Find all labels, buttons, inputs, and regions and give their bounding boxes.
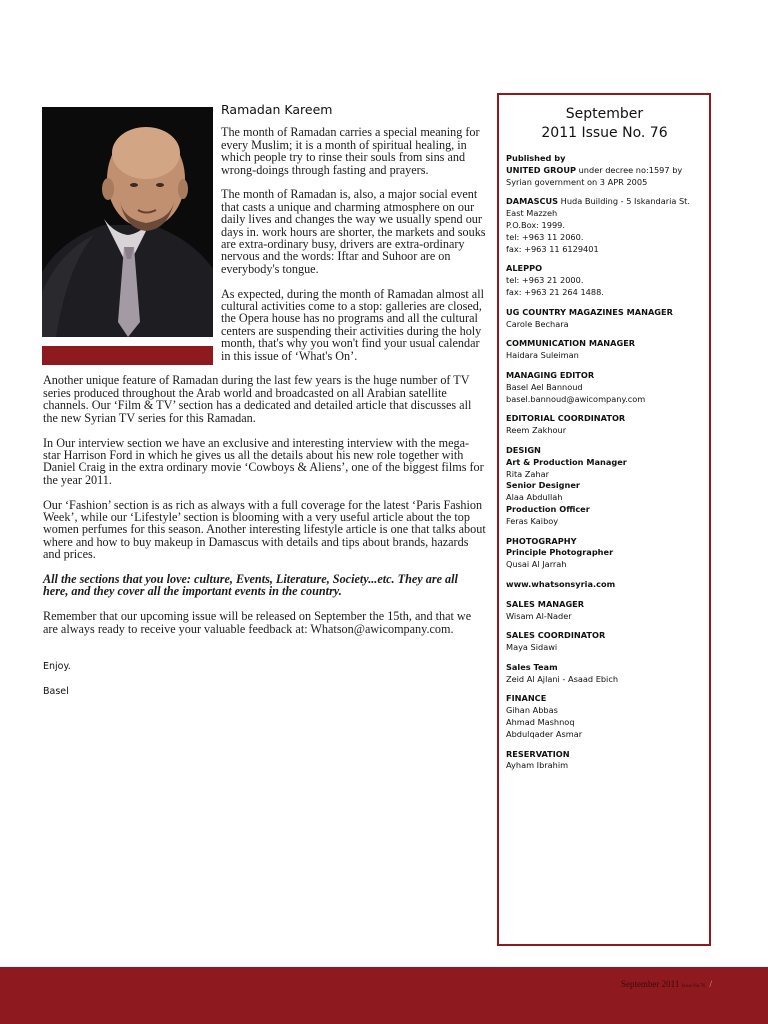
website-block (506, 579, 703, 591)
editorial-article (43, 104, 486, 711)
senior-designer-label: Senior Designer (506, 480, 580, 491)
design-block (506, 445, 703, 528)
role-label: EDITORIAL COORDINATOR (506, 413, 626, 424)
photo-float-spacer (43, 104, 221, 369)
publisher-line (506, 165, 703, 177)
damascus-line: East Mazzeh (506, 208, 558, 219)
article-paragraph: The month of Ramadan carries a special meaning for every Muslim; it is a month of spiritual healing, in which people try to rinse their souls from sins and wrong-doings through fasting and prayers. (221, 125, 480, 177)
article-title: Ramadan Kareem (221, 102, 333, 117)
role-block (506, 413, 703, 437)
article-closing: Remember that our upcoming issue will be released on September the 15th, and that we are always ready to receive your valuable feedback at: Whatson@awicompany.com. (43, 609, 472, 636)
production-officer-name: Feras Kaiboy (506, 515, 559, 526)
reservation-name: Ayham Ibrahim (506, 760, 569, 771)
damascus-block (506, 196, 703, 255)
issue-number: 2011 Issue No. 76 (541, 125, 668, 141)
footer-month: September 2011 (620, 979, 680, 989)
sales-manager-name: Wisam Al-Nader (506, 610, 572, 621)
damascus-line: P.O.Box: 1999. (506, 219, 565, 230)
photography-label: PHOTOGRAPHY (506, 535, 577, 546)
damascus-line: fax: +963 11 6129401 (506, 243, 599, 254)
role-label: COMMUNICATION MANAGER (506, 338, 636, 349)
reservation-label: RESERVATION (506, 748, 570, 759)
article-paragraph: Our ‘Fashion’ section is as rich as always with a full coverage for the latest ‘Paris Fashion Week’, while our ‘Lifestyle’ section is blooming with a very useful article about the top women perfumes for this season. Another interesting lifestyle article is one that talks about where and how to buy makeup in Damascus with details and tips about brands, hazards and prices. (43, 497, 486, 562)
footer-issue-info (621, 979, 712, 989)
art-manager-label: Art & Production Manager (506, 456, 627, 467)
principle-photographer-label: Principle Photographer (506, 547, 614, 558)
role-name: Basel Ael Bannoud (506, 381, 583, 392)
footer-page-slash: / (709, 979, 712, 989)
issue-title (506, 105, 703, 143)
masthead-box (497, 93, 711, 946)
issue-month: September (565, 106, 644, 122)
sales-team-label: Sales Team (506, 661, 558, 672)
role-block (506, 307, 703, 331)
production-officer-label: Production Officer (506, 503, 590, 514)
sales-coordinator-name: Maya Sidawi (506, 642, 558, 653)
finance-name: Gihan Abbas (506, 705, 558, 716)
article-highlight: All the sections that you love: culture, Events, Literature, Society...etc. They are all here, and they cover all the important events in the country. (43, 571, 458, 599)
reservation-block (506, 749, 703, 773)
page-footer (0, 967, 768, 1024)
role-block (506, 370, 703, 405)
role-label: MANAGING EDITOR (506, 369, 595, 380)
aleppo-line: tel: +963 21 2000. (506, 275, 584, 286)
finance-block (506, 693, 703, 740)
damascus-address: Huda Building - 5 Iskandaria St. (558, 196, 690, 207)
publisher-line-2: Syrian government on 3 APR 2005 (506, 176, 648, 187)
article-paragraph: The month of Ramadan is, also, a major social event that casts a unique and charming atmosphere on our daily lives and changes the way we usually spend our days in. work hours are shorter, the markets and souks are extra-ordinary busy, drivers are extra-ordinary nervous and the words: Iftar and Suhoor are on everybody's tongue. (221, 187, 486, 276)
role-label: UG COUNTRY MAGAZINES MANAGER (506, 306, 673, 317)
role-name: Reem Zakhour (506, 425, 567, 436)
photography-block (506, 536, 703, 571)
article-paragraph: Another unique feature of Ramadan during the last few years is the huge number of TV series produced throughout the Arab world and broadcasted on all Arabian satellite channels. Our ‘Film & TV’ section has a dedicated and detailed article that discusses all the new Syrian TV series for this Ramadan. (43, 373, 472, 425)
sales-coordinator-label: SALES COORDINATOR (506, 630, 606, 641)
finance-name: Ahmad Mashnoq (506, 717, 575, 728)
finance-name: Abdulqader Asmar (506, 728, 583, 739)
aleppo-line: fax: +963 21 264 1488. (506, 286, 604, 297)
damascus-label: DAMASCUS (506, 196, 559, 207)
sales-manager-label: SALES MANAGER (506, 598, 585, 609)
article-paragraph: In Our interview section we have an exclusive and interesting interview with the mega-star Harrison Ford in which he gives us all the details about his new role together with Daniel Craig in the extra ordinary movie ‘Cowboys & Aliens’, one of the biggest films for the year 2011. (43, 435, 484, 487)
role-name: Haidara Suleiman (506, 350, 579, 361)
publisher-block (506, 153, 703, 188)
aleppo-label: ALEPPO (506, 263, 543, 274)
sales-manager-block (506, 599, 703, 623)
art-manager-name: Rita Zahar (506, 468, 549, 479)
senior-designer-name: Alaa Abdullah (506, 492, 563, 503)
aleppo-block (506, 263, 703, 298)
publisher-name: UNITED GROUP (506, 164, 577, 175)
article-signoff: Enjoy. (43, 660, 71, 672)
article-signature: Basel (43, 685, 69, 697)
article-paragraph: As expected, during the month of Ramadan almost all cultural activities come to a stop: galleries are closed, the Opera house has no programs and all the cultural centers are suspending their activities during the holy month, that's why you won't find your usual calendar in this issue of ‘What's On’. (221, 286, 484, 363)
design-label: DESIGN (506, 444, 541, 455)
finance-label: FINANCE (506, 693, 547, 704)
damascus-line: tel: +963 11 2060. (506, 231, 584, 242)
sales-team-names: Zeid Al Ajlani - Asaad Ebich (506, 673, 619, 684)
sales-team-block (506, 662, 703, 686)
published-label: Published by (506, 153, 566, 163)
damascus-address-line (506, 196, 703, 208)
managing-editor-email: basel.bannoud@awicompany.com (506, 393, 646, 404)
principle-photographer-name: Qusai Al Jarrah (506, 559, 567, 570)
footer-issue-number: Issue No.76 (681, 984, 706, 989)
role-block (506, 338, 703, 362)
sales-coordinator-block (506, 630, 703, 654)
publisher-decree: under decree no:1597 by (576, 164, 683, 175)
role-name: Carole Bechara (506, 318, 569, 329)
website-link[interactable]: www.whatsonsyria.com (506, 578, 616, 589)
